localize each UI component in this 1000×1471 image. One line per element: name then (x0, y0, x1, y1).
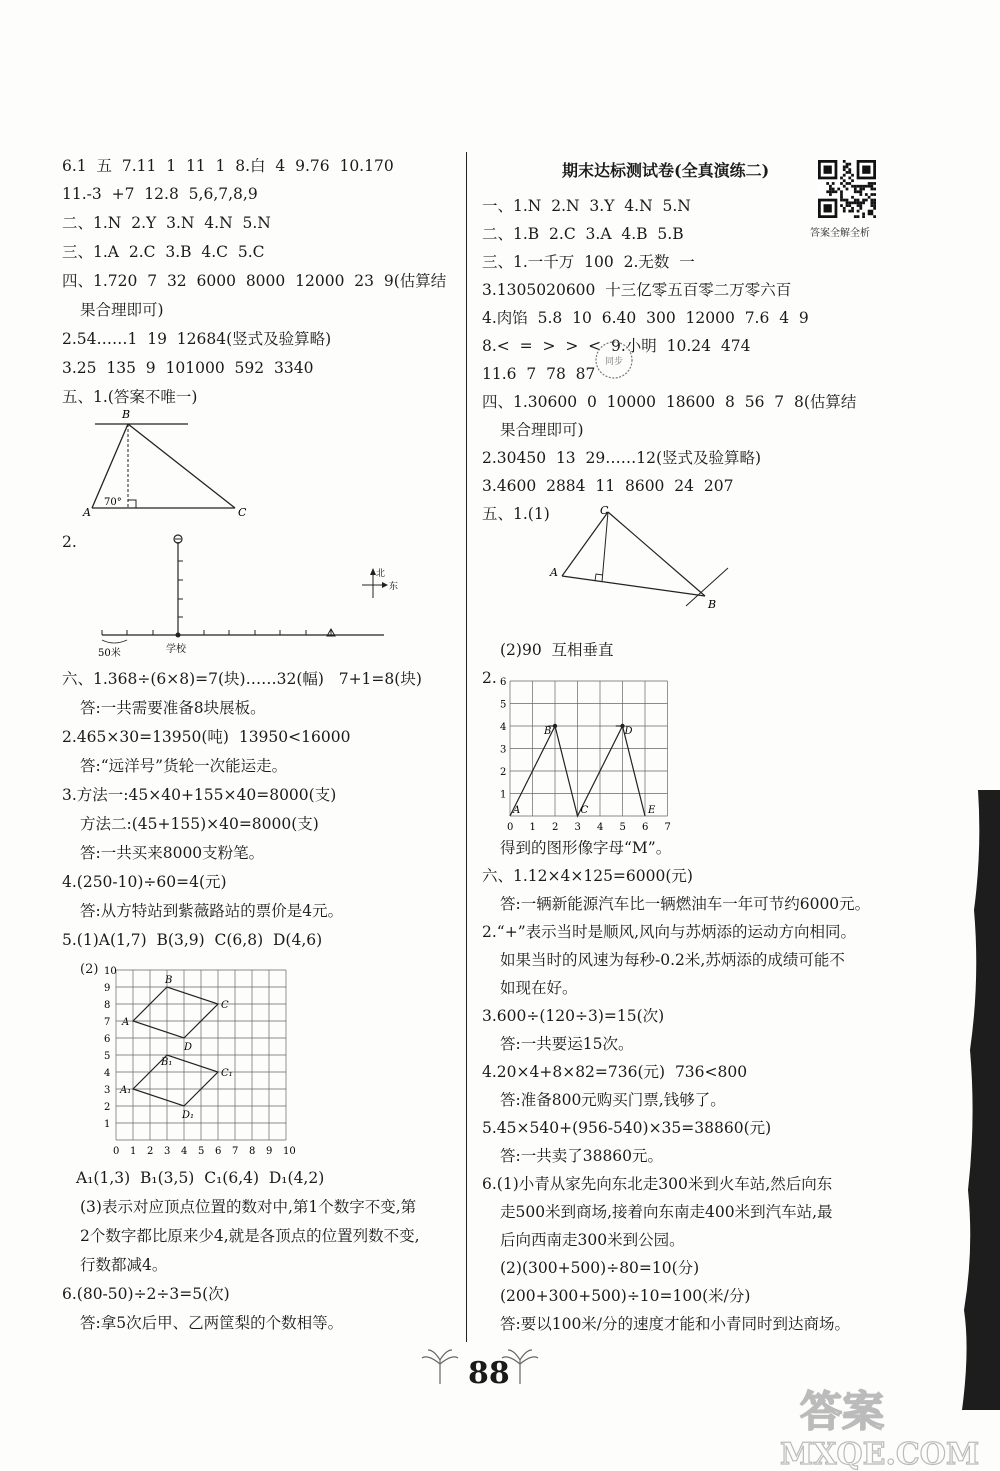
answer-line: 2.“+”表示当时是顺风,风向与苏炳添的运动方向相同。 (482, 923, 857, 941)
answer-line: 如现在好。 (500, 979, 578, 997)
coordinate-grid (98, 962, 298, 1160)
answer-line: 5.(1)A(1,7) B(3,9) C(6,8) D(4,6) (62, 931, 323, 949)
vertex-label: A (550, 566, 558, 579)
answer-line: 2个数字都比原来少4,就是各顶点的位置列数不变, (80, 1227, 420, 1245)
answer-line: (2) (80, 962, 99, 977)
column-divider (466, 152, 467, 1342)
tick-label: 6 (642, 822, 649, 832)
tick-label: 9 (266, 1146, 273, 1157)
answer-line: 3.25 135 9 101000 592 3340 (62, 359, 314, 377)
answer-line: A₁(1,3) B₁(3,5) C₁(6,4) D₁(4,2) (76, 1169, 325, 1187)
east-label: 东 (389, 582, 399, 592)
perpendicular-figure (540, 500, 740, 620)
answer-line: 五、1.(答案不唯一) (62, 388, 198, 406)
answer-line: 四、1.720 7 32 6000 8000 12000 23 9(估算结 (62, 272, 447, 290)
vertex-label: A (122, 1017, 130, 1028)
tick-label: 0 (507, 822, 514, 832)
watermark-logo (760, 1380, 1000, 1471)
answer-line: 2. (482, 669, 497, 687)
vertex-label: B (544, 726, 552, 737)
vertex-label: C (238, 506, 247, 519)
tick-label: 3 (164, 1146, 171, 1157)
answer-line: 答:一共要运15次。 (500, 1035, 634, 1053)
answer-line: 4.20×4+8×82=736(元) 736<800 (482, 1063, 748, 1081)
vertex-label: A₁ (120, 1085, 132, 1096)
answer-line: 答:一共卖了38860元。 (500, 1147, 664, 1165)
vertex-label: A (83, 506, 91, 519)
tick-label: 5 (198, 1146, 205, 1157)
tick-label: 7 (232, 1146, 239, 1157)
answer-line: 答:准备800元购买门票,钱够了。 (500, 1091, 726, 1109)
answer-line: 4.(250-10)÷60=4(元) (62, 873, 227, 891)
tick-label: 2 (552, 822, 559, 832)
answer-line: (2)(300+500)÷80=10(分) (500, 1259, 700, 1277)
school-label: 学校 (166, 644, 186, 655)
answer-line: 果合理即可) (500, 421, 584, 439)
tick-label: 6 (104, 1034, 111, 1045)
answer-line: 8.< = > > < 9.小明 10.24 474 (482, 337, 751, 355)
svg-text:MXQE.COM: MXQE.COM (780, 1437, 980, 1471)
answer-line: 二、1.N 2.Y 3.N 4.N 5.N (62, 214, 271, 232)
tick-label: 4 (104, 1068, 111, 1079)
tick-label: 6 (500, 677, 507, 688)
answer-line: 3.4600 2884 11 8600 24 207 (482, 477, 734, 495)
answer-line: 6.(1)小青从家先向东北走300米到火车站,然后向东 (482, 1175, 833, 1193)
tick-label: 1 (130, 1146, 137, 1157)
section-title: 期末达标测试卷(全真演练二) (562, 161, 770, 180)
tick-label: 5 (104, 1051, 111, 1062)
vertex-label: A (513, 805, 521, 816)
tick-label: 3 (500, 744, 507, 756)
answer-line: 六、1.12×4×125=6000(元) (482, 867, 693, 885)
answer-line: 2.465×30=13950(吨) 13950<16000 (62, 728, 351, 746)
answer-line: 答:要以100米/分的速度才能和小青同时到达商场。 (500, 1315, 851, 1333)
plant-right-icon (500, 1346, 540, 1386)
answer-line: 三、1.一千万 100 2.无数 一 (482, 253, 695, 271)
north-label: 北 (376, 569, 386, 579)
tick-label: 10 (104, 966, 117, 977)
tick-label: 1 (500, 789, 507, 801)
answer-line: 走500米到商场,接着向东南走400米到汽车站,最 (500, 1203, 833, 1221)
answer-line: 果合理即可) (80, 301, 164, 319)
tick-label: 10 (283, 1146, 296, 1157)
answer-line: 一、1.N 2.N 3.Y 4.N 5.N (482, 197, 691, 215)
tick-label: 4 (597, 822, 604, 832)
answer-line: 2.54……1 19 12684(竖式及验算略) (62, 330, 332, 348)
tick-label: 1 (529, 822, 536, 832)
answer-line: (200+300+500)÷10=100(米/分) (500, 1287, 751, 1305)
tick-label: 1 (104, 1119, 111, 1130)
answer-line: 3.1305020600 十三亿零五百零二万零六百 (482, 281, 792, 299)
vertex-label: C (600, 504, 609, 517)
vertex-label: C (221, 1000, 229, 1011)
tick-label: 2 (104, 1102, 111, 1113)
answer-line: 5.45×540+(956-540)×35=38860(元) (482, 1119, 772, 1137)
plant-left-icon (420, 1346, 460, 1386)
vertex-label: C (580, 805, 589, 816)
answer-line: 答:拿5次后甲、乙两筐梨的个数相等。 (80, 1314, 344, 1332)
vertex-label: D₁ (182, 1110, 195, 1121)
vertex-label: D (184, 1042, 193, 1053)
answer-line: 3.方法一:45×40+155×40=8000(支) (62, 786, 337, 804)
parallelogram-shape (133, 987, 218, 1038)
answer-line: 答:一辆新能源汽车比一辆燃油车一年可节约6000元。 (500, 895, 871, 913)
tick-label: 4 (500, 722, 507, 733)
vertex-label: B₁ (161, 1057, 173, 1068)
tick-label: 8 (249, 1146, 256, 1157)
tick-label: 7 (104, 1017, 111, 1028)
answer-line: 答:“远洋号”货轮一次能运走。 (80, 757, 288, 775)
answer-line: 答:一共买来8000支粉笔。 (80, 844, 265, 862)
answer-line: 4.肉馅 5.8 10 6.40 300 12000 7.6 4 9 (482, 309, 809, 327)
vertex-label: B (708, 598, 717, 611)
answer-line: 方法二:(45+155)×40=8000(支) (80, 815, 319, 833)
tick-label: 3 (104, 1085, 111, 1096)
tick-label: 2 (500, 767, 507, 778)
angle-label: 70° (104, 497, 122, 508)
svg-text:答案: 答案 (800, 1387, 885, 1436)
answer-line: 得到的图形像字母“M”。 (500, 839, 672, 857)
answer-line: 行数都减4。 (80, 1256, 168, 1274)
vertex-label: D (624, 726, 633, 737)
tick-label: 7 (664, 822, 671, 832)
answer-line: 6.(80-50)÷2÷3=5(次) (62, 1285, 230, 1303)
vertex-label: E (648, 805, 656, 816)
answer-line: 如果当时的风速为每秒-0.2米,苏炳添的成绩可能不 (500, 951, 845, 969)
tick-label: 4 (181, 1146, 188, 1157)
answer-line: 11.6 7 78 87 (482, 365, 596, 383)
scale-label: 50米 (98, 648, 121, 658)
answer-line: 二、1.B 2.C 3.A 4.B 5.B (482, 225, 684, 243)
coordinate-grid-m (496, 670, 686, 832)
tick-label: 9 (104, 983, 111, 994)
answer-line: 11.-3 +7 12.8 5,6,7,8,9 (62, 185, 258, 203)
answer-line: 四、1.30600 0 10000 18600 8 56 7 8(估算结 (482, 393, 857, 411)
answer-line: (2)90 互相垂直 (500, 641, 614, 659)
answer-line: 三、1.A 2.C 3.B 4.C 5.C (62, 243, 265, 261)
vertex-label: B (165, 975, 173, 986)
answer-line: 答:一共需要准备8块展板。 (80, 699, 266, 717)
triangle-figure (80, 408, 280, 520)
tick-label: 5 (619, 822, 626, 832)
answer-line: 后向西南走300米到公园。 (500, 1231, 685, 1249)
tick-label: 0 (113, 1146, 120, 1157)
qr-caption: 答案全解全析 (810, 228, 870, 239)
answer-line: 答:从方特站到紫薇路站的票价是4元。 (80, 902, 344, 920)
answer-line: 2. (62, 533, 77, 551)
parallelogram-shape (133, 1055, 218, 1106)
answer-line: 五、1.(1) (482, 505, 550, 523)
page-number: 88 (468, 1356, 510, 1391)
answer-line: 六、1.368÷(6×8)=7(块)……32(幅) 7+1=8(块) (62, 670, 422, 688)
answer-line: 6.1 五 7.11 1 11 1 8.白 4 9.76 10.170 (62, 157, 394, 175)
qr-code-icon[interactable] (818, 160, 876, 218)
answer-line: 3.600÷(120÷3)=15(次) (482, 1007, 665, 1025)
map-figure (90, 528, 400, 658)
tick-label: 3 (574, 822, 581, 832)
tick-label: 2 (147, 1146, 154, 1157)
tick-label: 8 (104, 1000, 111, 1011)
point-marker (553, 724, 557, 728)
svg-text:同步: 同步 (605, 357, 624, 367)
tick-label: 5 (500, 699, 507, 711)
page-edge-shadow (940, 790, 1000, 1410)
vertex-label: B (122, 408, 131, 421)
answer-line: (3)表示对应顶点位置的数对中,第1个数字不变,第 (80, 1198, 417, 1216)
stamp-seal (592, 338, 636, 382)
answer-line: 2.30450 13 29……12(竖式及验算略) (482, 449, 762, 467)
vertex-label: C₁ (221, 1068, 233, 1079)
tick-label: 6 (215, 1146, 222, 1157)
